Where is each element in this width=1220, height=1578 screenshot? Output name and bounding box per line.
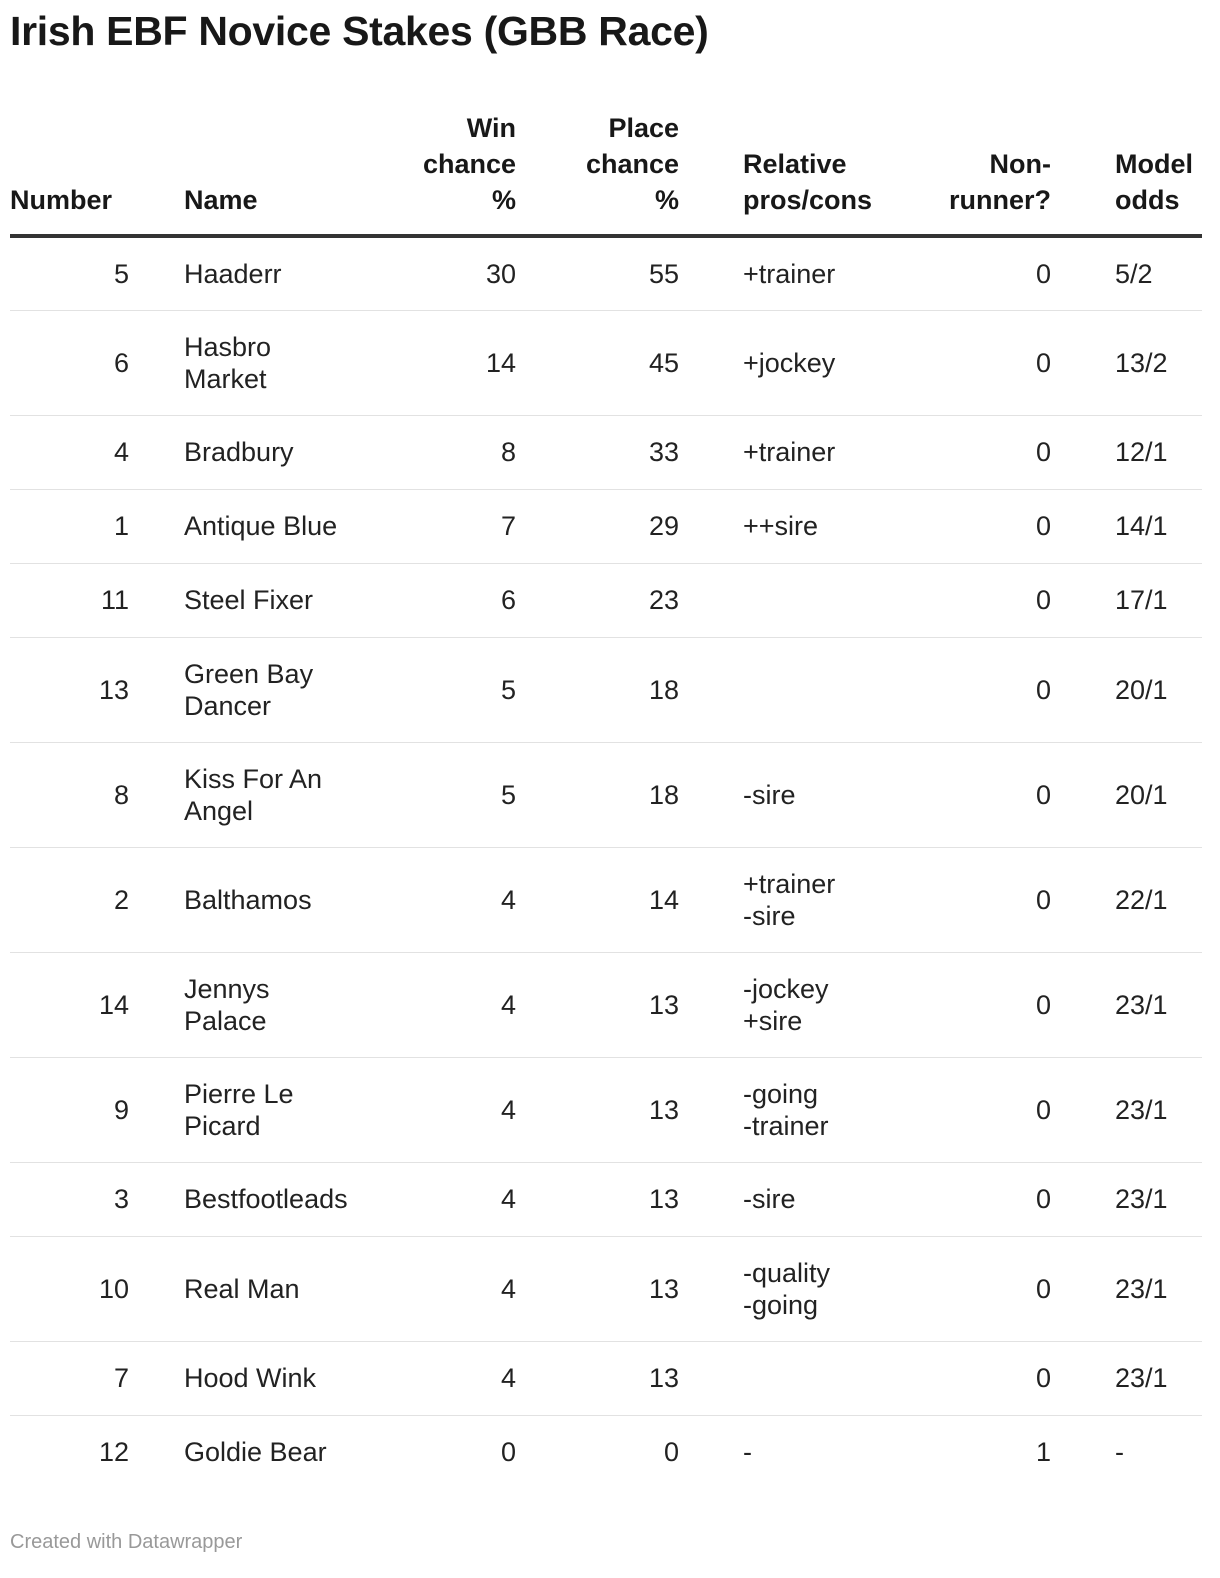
cell-win: 8 bbox=[384, 415, 519, 489]
cell-odds: 17/1 bbox=[1051, 563, 1202, 637]
cell-name: Pierre Le Picard bbox=[184, 1057, 384, 1162]
cell-name: Jennys Palace bbox=[184, 952, 384, 1057]
cell-nonrunner: 0 bbox=[874, 236, 1051, 310]
cell-number: 7 bbox=[10, 1341, 184, 1415]
cell-relative: ++sire bbox=[682, 489, 874, 563]
table-row bbox=[10, 1162, 1202, 1236]
footer-credit: Created with Datawrapper bbox=[10, 1531, 243, 1553]
cell-relative: -sire bbox=[682, 1162, 874, 1236]
cell-nonrunner: 0 bbox=[874, 1162, 1051, 1236]
cell-nonrunner: 0 bbox=[874, 1341, 1051, 1415]
cell-nonrunner: 0 bbox=[874, 952, 1051, 1057]
cell-relative: +jockey bbox=[682, 310, 874, 415]
cell-odds: 20/1 bbox=[1051, 637, 1202, 742]
column-header-number: Number bbox=[10, 110, 184, 236]
cell-relative: -quality -going bbox=[682, 1236, 874, 1341]
cell-odds: 12/1 bbox=[1051, 415, 1202, 489]
table-row bbox=[10, 489, 1202, 563]
cell-win: 4 bbox=[384, 1162, 519, 1236]
cell-odds: 23/1 bbox=[1051, 1236, 1202, 1341]
cell-nonrunner: 0 bbox=[874, 1057, 1051, 1162]
cell-relative bbox=[682, 637, 874, 742]
cell-win: 4 bbox=[384, 847, 519, 952]
table-row bbox=[10, 952, 1202, 1057]
cell-name: Goldie Bear bbox=[184, 1437, 327, 1468]
cell-number: 1 bbox=[10, 489, 184, 563]
table-row bbox=[10, 1057, 1202, 1162]
cell-win: 5 bbox=[384, 637, 519, 742]
cell-relative: +trainer -sire bbox=[682, 847, 874, 952]
cell-place: 33 bbox=[519, 415, 682, 489]
table-row bbox=[10, 1236, 1202, 1341]
cell-odds: - bbox=[1115, 1437, 1124, 1468]
cell-place: 13 bbox=[519, 952, 682, 1057]
cell-place: 13 bbox=[519, 1057, 682, 1162]
cell-place: 13 bbox=[519, 1236, 682, 1341]
cell-place: 13 bbox=[519, 1162, 682, 1236]
table-row bbox=[10, 310, 1202, 415]
cell-odds: 20/1 bbox=[1051, 742, 1202, 847]
cell-number: 3 bbox=[10, 1162, 184, 1236]
cell-number: 12 bbox=[98, 1437, 129, 1468]
cell-win: 4 bbox=[384, 1057, 519, 1162]
cell-number: 2 bbox=[10, 847, 184, 952]
cell-name: Steel Fixer bbox=[184, 563, 384, 637]
cell-place: 18 bbox=[519, 742, 682, 847]
table-row bbox=[10, 415, 1202, 489]
cell-relative: +trainer bbox=[682, 236, 874, 310]
cell-place: 13 bbox=[519, 1341, 682, 1415]
cell-odds: 22/1 bbox=[1051, 847, 1202, 952]
cell-place: 55 bbox=[519, 236, 682, 310]
table-row bbox=[10, 236, 1202, 310]
cell-nonrunner: 0 bbox=[874, 847, 1051, 952]
cell-nonrunner: 0 bbox=[874, 742, 1051, 847]
cell-odds: 14/1 bbox=[1051, 489, 1202, 563]
table-row bbox=[10, 637, 1202, 742]
cell-name: Kiss For An Angel bbox=[184, 742, 384, 847]
cell-name: Hood Wink bbox=[184, 1341, 384, 1415]
column-header-nonrunner: Non- runner? bbox=[874, 110, 1051, 236]
cell-place: 14 bbox=[519, 847, 682, 952]
cell-win: 0 bbox=[500, 1437, 516, 1468]
cell-number: 6 bbox=[10, 310, 184, 415]
cell-win: 6 bbox=[384, 563, 519, 637]
cell-name: Real Man bbox=[184, 1236, 384, 1341]
cell-number: 13 bbox=[10, 637, 184, 742]
cell-relative: -jockey +sire bbox=[682, 952, 874, 1057]
cell-win: 5 bbox=[384, 742, 519, 847]
column-header-name: Name bbox=[184, 110, 384, 236]
cell-place: 29 bbox=[519, 489, 682, 563]
cell-name: Haaderr bbox=[184, 236, 384, 310]
cell-number: 11 bbox=[10, 563, 184, 637]
cell-number: 4 bbox=[10, 415, 184, 489]
cell-odds: 23/1 bbox=[1051, 1162, 1202, 1236]
cell-win: 14 bbox=[384, 310, 519, 415]
cell-relative: -going -trainer bbox=[682, 1057, 874, 1162]
column-header-relative: Relative pros/cons bbox=[682, 110, 874, 236]
cell-nonrunner: 0 bbox=[874, 637, 1051, 742]
cell-win: 4 bbox=[384, 1236, 519, 1341]
cell-number: 14 bbox=[10, 952, 184, 1057]
cell-win: 4 bbox=[384, 952, 519, 1057]
cell-nonrunner: 0 bbox=[874, 1236, 1051, 1341]
cell-relative: +trainer bbox=[682, 415, 874, 489]
cell-name: Green Bay Dancer bbox=[184, 637, 384, 742]
table-body bbox=[10, 236, 1202, 1489]
column-header-win: Win chance % bbox=[384, 110, 519, 236]
cell-nonrunner: 0 bbox=[874, 489, 1051, 563]
table-row bbox=[10, 1341, 1202, 1415]
cell-odds: 23/1 bbox=[1051, 952, 1202, 1057]
cell-relative bbox=[682, 1341, 874, 1415]
cell-name: Balthamos bbox=[184, 847, 384, 952]
cell-name: Hasbro Market bbox=[184, 310, 384, 415]
cell-nonrunner: 0 bbox=[874, 563, 1051, 637]
header-row bbox=[10, 110, 1202, 236]
race-table bbox=[10, 110, 1202, 1489]
cell-odds: 5/2 bbox=[1051, 236, 1202, 310]
cell-nonrunner: 1 bbox=[1035, 1437, 1051, 1468]
cell-place: 23 bbox=[519, 563, 682, 637]
cell-name: Bestfootleads bbox=[184, 1162, 384, 1236]
cell-nonrunner: 0 bbox=[874, 415, 1051, 489]
cell-relative: - bbox=[743, 1437, 752, 1468]
column-header-place: Place chance % bbox=[519, 110, 682, 236]
cell-place: 45 bbox=[519, 310, 682, 415]
cell-odds: 13/2 bbox=[1051, 310, 1202, 415]
cell-place: 0 bbox=[663, 1437, 679, 1468]
cell-name: Antique Blue bbox=[184, 489, 384, 563]
table-row bbox=[10, 847, 1202, 952]
cell-win: 7 bbox=[384, 489, 519, 563]
table-row bbox=[10, 1415, 1202, 1489]
cell-name: Bradbury bbox=[184, 415, 384, 489]
cell-number: 9 bbox=[10, 1057, 184, 1162]
table-row bbox=[10, 742, 1202, 847]
cell-win: 30 bbox=[384, 236, 519, 310]
cell-relative: -sire bbox=[682, 742, 874, 847]
cell-relative bbox=[682, 563, 874, 637]
cell-number: 10 bbox=[10, 1236, 184, 1341]
cell-nonrunner: 0 bbox=[874, 310, 1051, 415]
table-row bbox=[10, 563, 1202, 637]
cell-number: 8 bbox=[10, 742, 184, 847]
cell-win: 4 bbox=[384, 1341, 519, 1415]
column-header-odds: Model odds bbox=[1051, 110, 1202, 236]
cell-odds: 23/1 bbox=[1051, 1341, 1202, 1415]
cell-number: 5 bbox=[10, 236, 184, 310]
cell-place: 18 bbox=[519, 637, 682, 742]
page-title: Irish EBF Novice Stakes (GBB Race) bbox=[10, 8, 709, 54]
cell-odds: 23/1 bbox=[1051, 1057, 1202, 1162]
